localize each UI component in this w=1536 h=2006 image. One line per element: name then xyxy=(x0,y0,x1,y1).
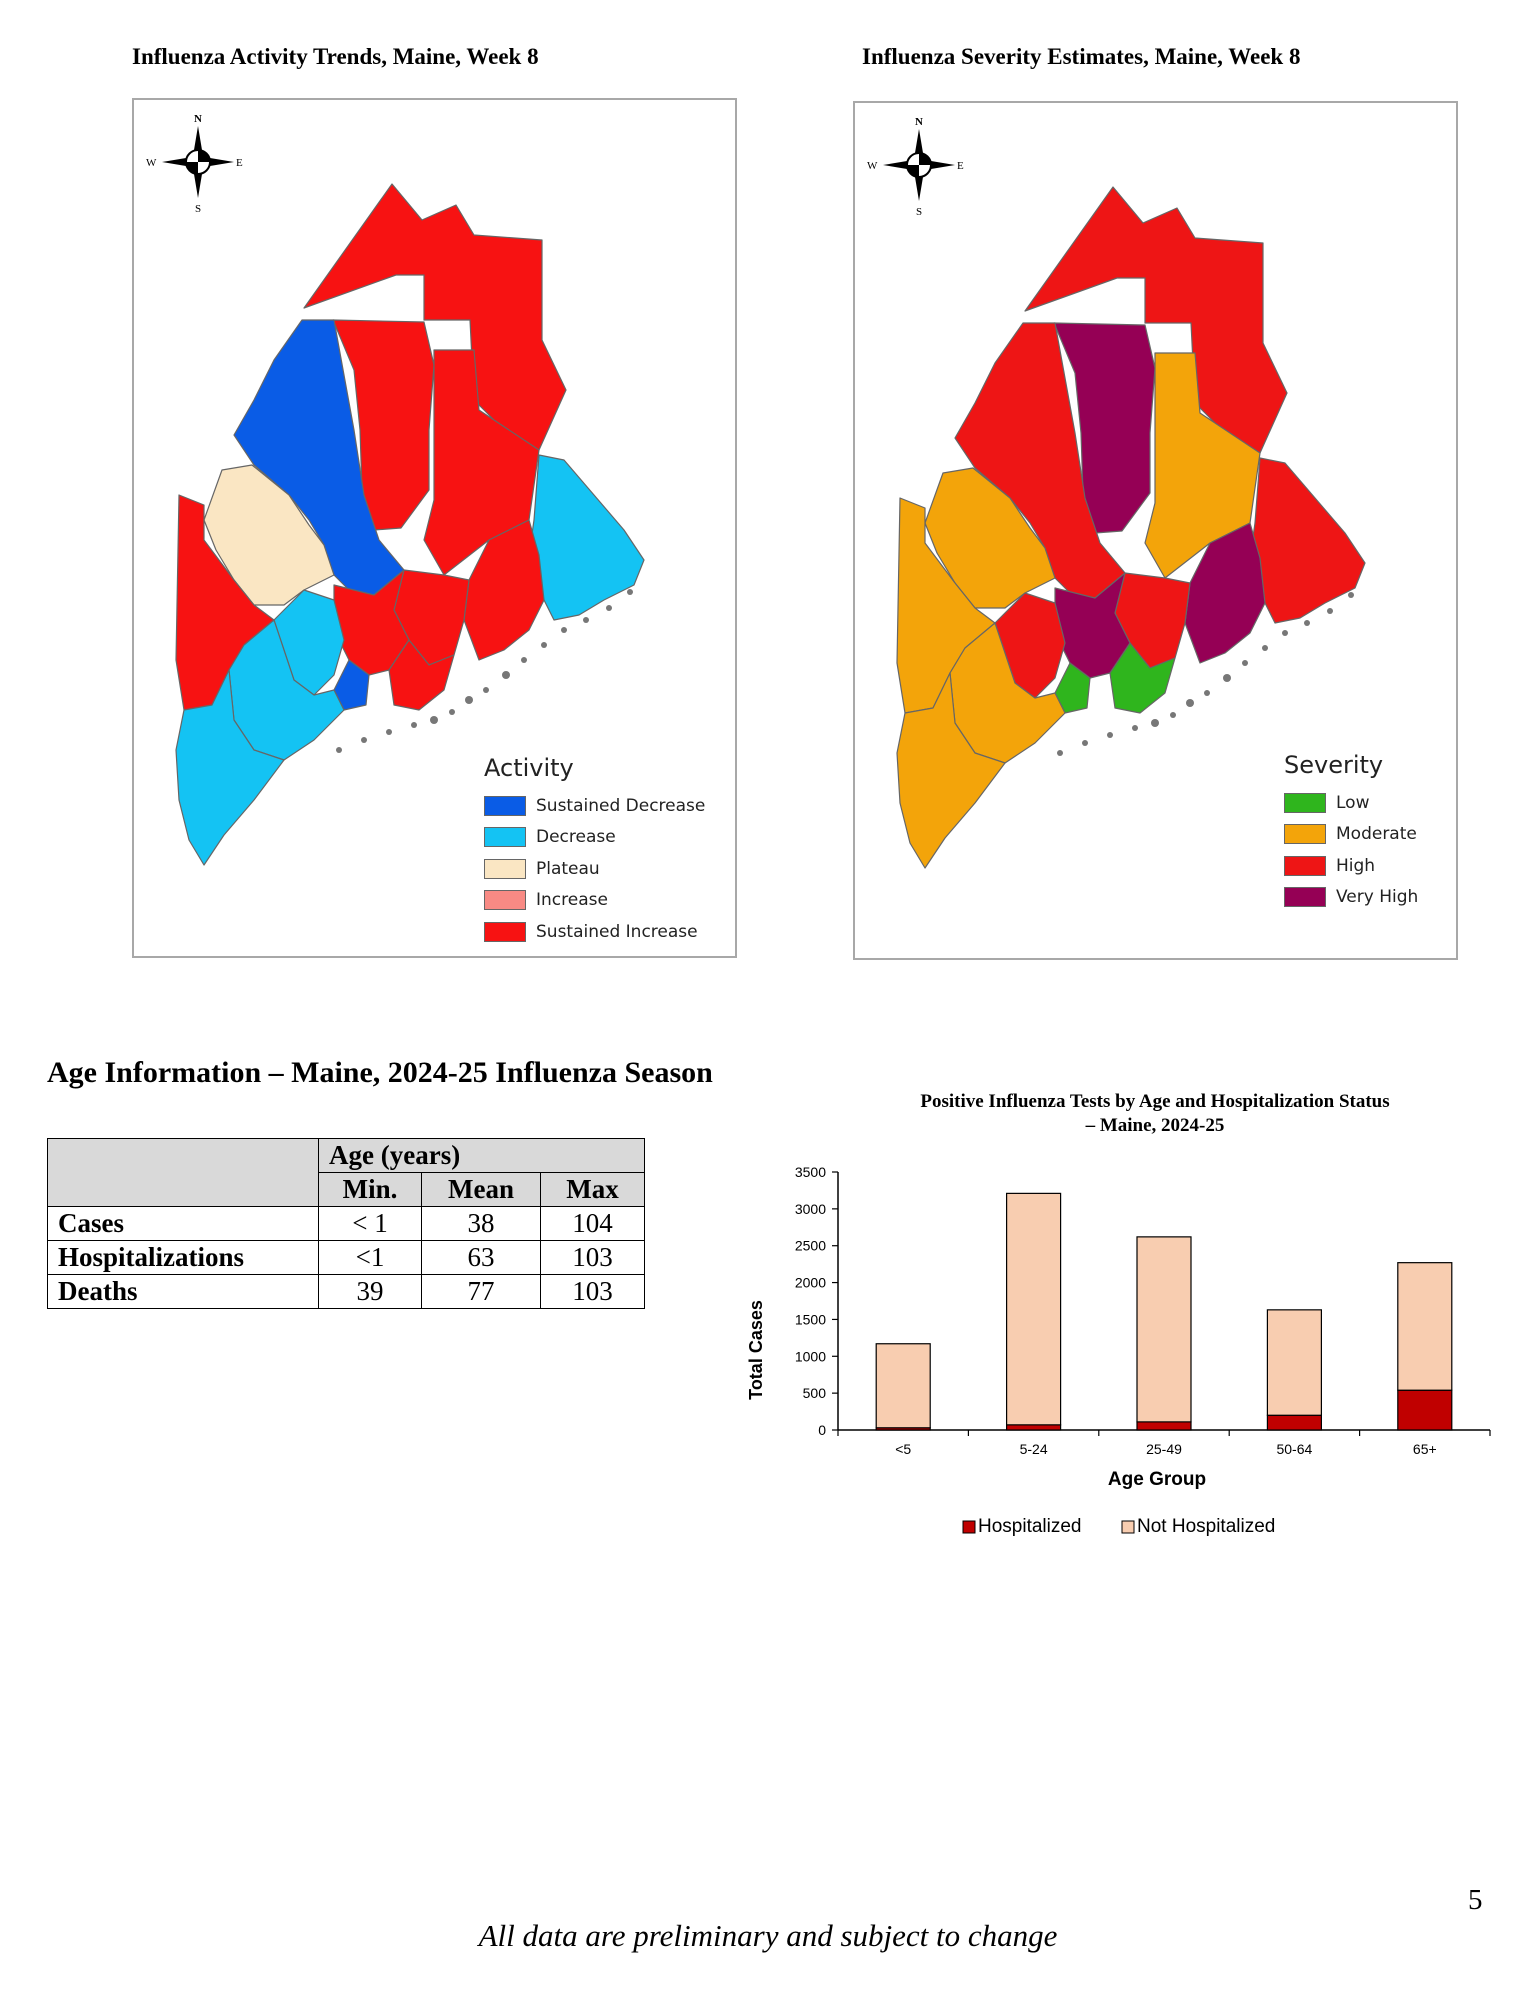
chart-title: Positive Influenza Tests by Age and Hospitalization Status xyxy=(920,1091,1390,1112)
y-axis-label: Total Cases xyxy=(746,1300,766,1400)
legend-label-hospitalized: Hospitalized xyxy=(978,1516,1082,1537)
compass-e: E xyxy=(957,160,964,172)
legend-swatch xyxy=(1284,887,1326,907)
cell: 104 xyxy=(541,1207,645,1241)
legend-swatch xyxy=(484,796,526,816)
legend-label: Sustained Increase xyxy=(536,921,698,942)
legend-item xyxy=(484,916,705,948)
activity-legend xyxy=(484,754,705,948)
bar-not-hospitalized xyxy=(1137,1237,1191,1422)
row-label: Hospitalizations xyxy=(48,1241,319,1275)
legend-swatch-hospitalized xyxy=(963,1521,975,1533)
legend-label: Very High xyxy=(1336,887,1419,908)
compass-n: N xyxy=(194,113,202,125)
bar-not-hospitalized xyxy=(876,1344,930,1428)
col-min: Min. xyxy=(319,1173,422,1207)
table-row xyxy=(48,1207,645,1241)
compass-icon xyxy=(867,116,964,218)
y-tick-label: 1500 xyxy=(794,1311,826,1328)
cell: 38 xyxy=(422,1207,541,1241)
x-tick-label: 50-64 xyxy=(1276,1441,1313,1457)
legend-swatch-not-hospitalized xyxy=(1122,1521,1134,1533)
y-tick-label: 3000 xyxy=(794,1200,826,1217)
col-mean: Mean xyxy=(422,1173,541,1207)
bar-not-hospitalized xyxy=(1007,1193,1061,1424)
bar-chart xyxy=(740,1085,1520,1545)
legend-swatch xyxy=(1284,824,1326,844)
bar-hospitalized xyxy=(1267,1415,1321,1430)
legend-item xyxy=(484,822,705,854)
x-tick-label: 25-49 xyxy=(1146,1441,1182,1457)
county-washington xyxy=(1250,458,1365,623)
legend-swatch xyxy=(484,859,526,879)
activity-map-frame xyxy=(132,98,737,958)
legend-swatch xyxy=(484,827,526,847)
legend-item xyxy=(484,885,705,917)
compass-n: N xyxy=(915,116,923,128)
table-row xyxy=(48,1275,645,1309)
bar-hospitalized xyxy=(1137,1422,1191,1430)
legend-label: Sustained Decrease xyxy=(536,795,706,816)
row-label: Cases xyxy=(48,1207,319,1241)
chart-subtitle: – Maine, 2024-25 xyxy=(1085,1115,1225,1136)
legend-item xyxy=(484,790,705,822)
y-tick-label: 0 xyxy=(818,1422,826,1438)
compass-w: W xyxy=(867,160,878,172)
y-tick-label: 2500 xyxy=(794,1237,826,1254)
y-tick-label: 500 xyxy=(802,1385,826,1402)
legend-label: Low xyxy=(1336,792,1370,813)
cell: 63 xyxy=(422,1241,541,1275)
legend-item xyxy=(1284,787,1418,819)
x-tick-label: 65+ xyxy=(1412,1441,1437,1457)
legend-swatch xyxy=(484,922,526,942)
county-washington xyxy=(529,455,644,620)
legend-item xyxy=(484,853,705,885)
footer-note: All data are preliminary and subject to change xyxy=(478,1918,1058,1953)
cell: < 1 xyxy=(319,1207,422,1241)
col-max: Max xyxy=(541,1173,645,1207)
y-tick-label: 2000 xyxy=(794,1274,826,1291)
table-row xyxy=(48,1241,645,1275)
age-table xyxy=(47,1138,645,1309)
x-axis-label: Age Group xyxy=(1107,1469,1207,1490)
page-number: 5 xyxy=(1468,1884,1483,1916)
compass-icon xyxy=(146,113,243,215)
compass-e: E xyxy=(236,157,243,169)
activity-map-title: Influenza Activity Trends, Maine, Week 8 xyxy=(132,44,539,69)
activity-legend-title: Activity xyxy=(484,754,574,782)
legend-swatch xyxy=(1284,793,1326,813)
severity-map-frame xyxy=(853,101,1458,960)
legend-swatch xyxy=(1284,856,1326,876)
cell: 77 xyxy=(422,1275,541,1309)
cell: 103 xyxy=(541,1241,645,1275)
legend-swatch xyxy=(484,890,526,910)
legend-label: Plateau xyxy=(536,858,600,879)
legend-item xyxy=(1284,882,1418,914)
legend-item xyxy=(1284,819,1418,851)
legend-label: Increase xyxy=(536,890,608,911)
compass-w: W xyxy=(146,157,157,169)
legend-label: Decrease xyxy=(536,827,616,848)
legend-label: Moderate xyxy=(1336,824,1417,845)
severity-legend xyxy=(1284,751,1418,913)
age-group-header: Age (years) xyxy=(319,1139,645,1173)
bar-not-hospitalized xyxy=(1398,1263,1452,1391)
legend-label-not-hospitalized: Not Hospitalized xyxy=(1137,1516,1276,1537)
compass-s: S xyxy=(195,203,202,215)
row-label: Deaths xyxy=(48,1275,319,1309)
y-tick-label: 3500 xyxy=(794,1164,826,1180)
legend-item xyxy=(1284,850,1418,882)
cell: 39 xyxy=(319,1275,422,1309)
severity-legend-title: Severity xyxy=(1284,751,1384,779)
compass-s: S xyxy=(916,206,923,218)
legend-label: High xyxy=(1336,855,1376,876)
severity-map-title: Influenza Severity Estimates, Maine, Week 8 xyxy=(862,44,1301,69)
bar-hospitalized xyxy=(1007,1425,1061,1430)
x-tick-label: 5-24 xyxy=(1019,1441,1048,1457)
bar-not-hospitalized xyxy=(1267,1310,1321,1415)
y-tick-label: 1000 xyxy=(794,1348,826,1365)
chart-legend xyxy=(963,1516,1275,1537)
x-tick-label: <5 xyxy=(895,1441,912,1457)
age-section-title: Age Information – Maine, 2024-25 Influenza Season xyxy=(47,1056,713,1089)
cell: 103 xyxy=(541,1275,645,1309)
table-corner xyxy=(48,1139,319,1207)
bar-hospitalized xyxy=(1398,1390,1452,1430)
cell: <1 xyxy=(319,1241,422,1275)
